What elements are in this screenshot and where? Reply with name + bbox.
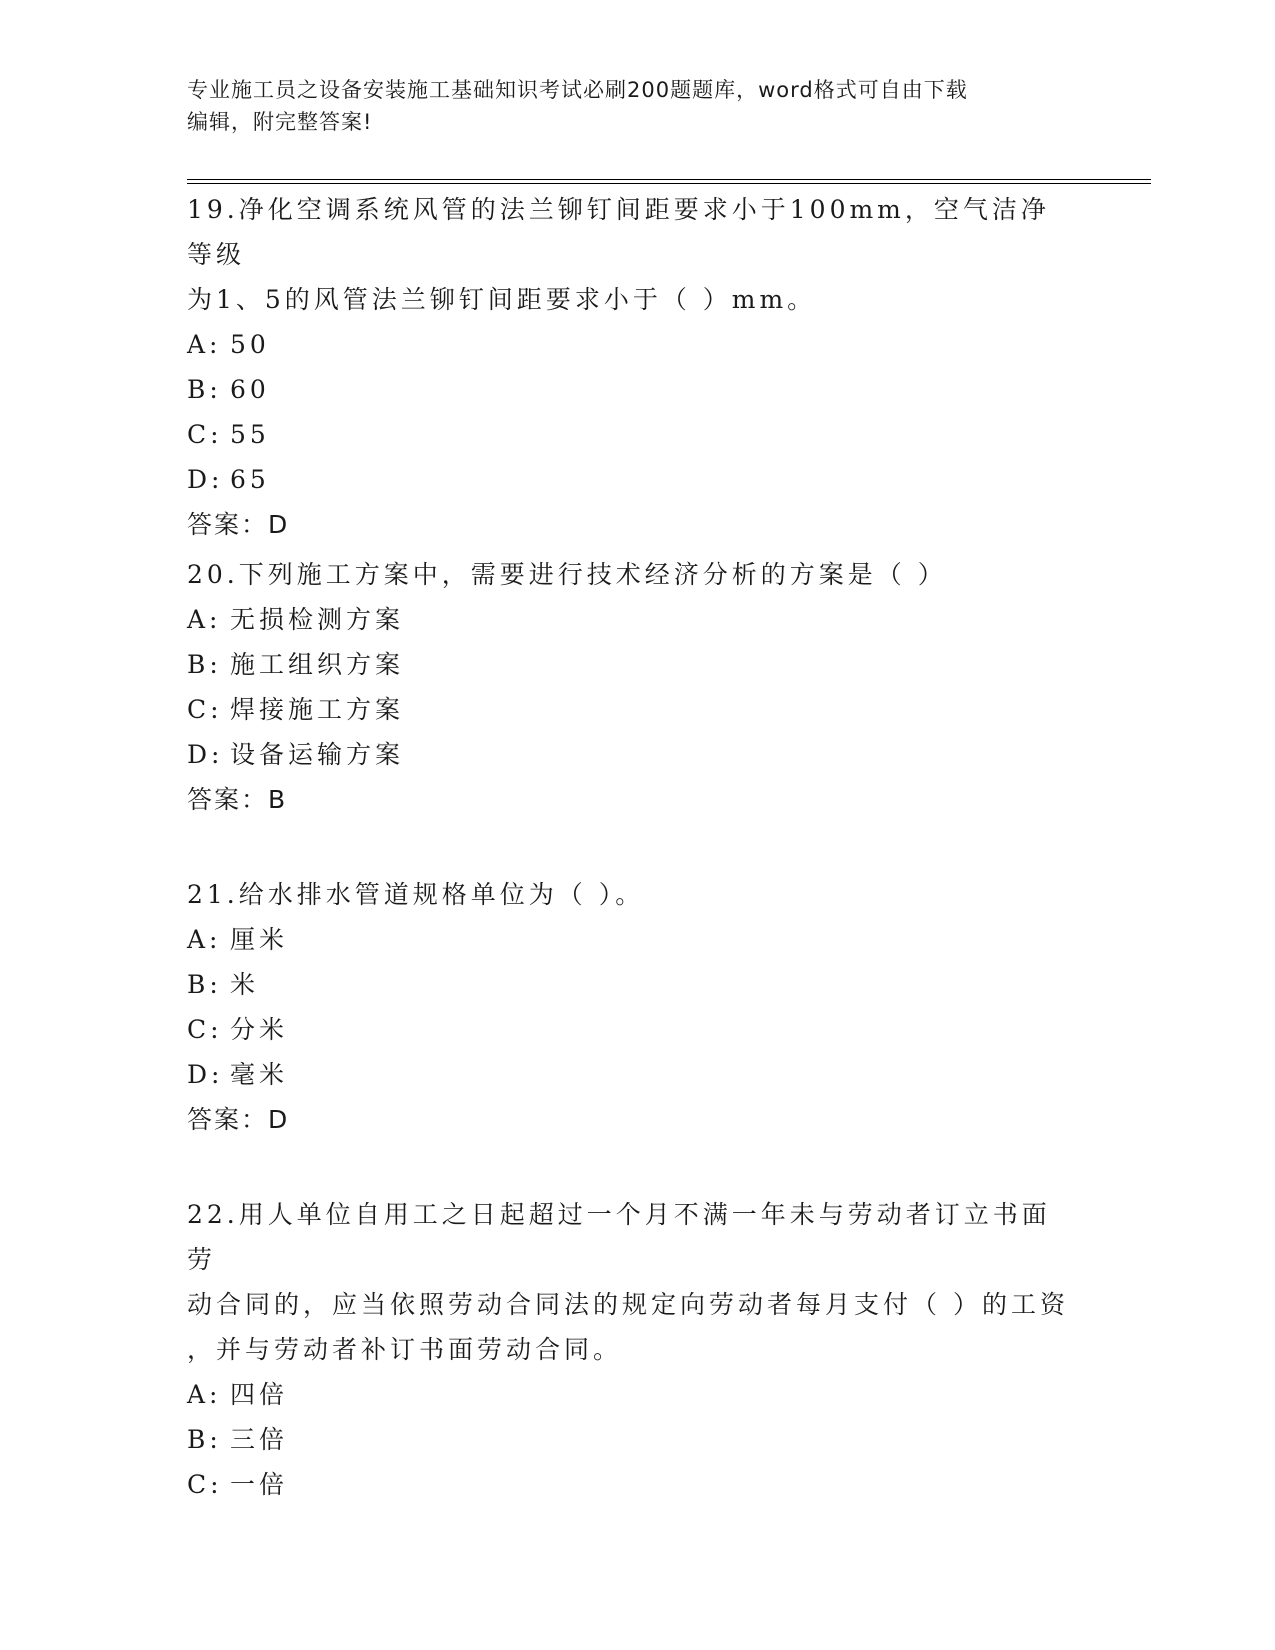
question-stem	[187, 1192, 1077, 1372]
option-text: 分米	[230, 1015, 289, 1044]
option-text: 设备运输方案	[230, 740, 405, 769]
option-a	[187, 597, 1077, 642]
option-text: 焊接施工方案	[230, 695, 405, 724]
option-key: D:	[187, 740, 224, 769]
question-stem-line: 19.净化空调系统风管的法兰铆钉间距要求小于100mm，空气洁净等级	[187, 195, 1050, 269]
option-d	[187, 732, 1077, 777]
question-stem	[187, 872, 1077, 917]
option-c	[187, 1007, 1077, 1052]
question-stem-line: 20.下列施工方案中，需要进行技术经济分析的方案是（ ）	[187, 560, 947, 589]
option-a	[187, 322, 1077, 367]
option-b	[187, 962, 1077, 1007]
option-c	[187, 1462, 1077, 1507]
option-text: 65	[230, 465, 270, 494]
option-key: C:	[187, 1015, 223, 1044]
question-stem-line: 22.用人单位自用工之日起超过一个月不满一年未与劳动者订立书面劳	[187, 1200, 1051, 1274]
option-key: A:	[187, 1380, 222, 1409]
option-b	[187, 1417, 1077, 1462]
option-key: B:	[187, 650, 222, 679]
option-key: B:	[187, 1425, 222, 1454]
option-key: C:	[187, 1470, 223, 1499]
option-text: 厘米	[230, 925, 289, 954]
option-a	[187, 917, 1077, 962]
option-d	[187, 457, 1077, 502]
option-text: 四倍	[230, 1380, 289, 1409]
answer-line: 答案：D	[187, 510, 290, 539]
question-stem	[187, 552, 1077, 597]
option-key: D:	[187, 1060, 224, 1089]
answer-line: 答案：B	[187, 785, 288, 814]
option-text: 60	[230, 375, 270, 404]
header-divider-bottom	[187, 183, 1151, 184]
option-text: 米	[230, 970, 260, 999]
question-stem-line: 动合同的，应当依照劳动合同法的规定向劳动者每月支付（ ）的工资	[187, 1290, 1069, 1319]
option-text: 50	[230, 330, 270, 359]
option-text: 一倍	[230, 1470, 289, 1499]
option-d	[187, 1052, 1077, 1097]
option-key: B:	[187, 375, 222, 404]
option-text: 无损检测方案	[230, 605, 405, 634]
option-key: A:	[187, 605, 222, 634]
option-text: 施工组织方案	[230, 650, 405, 679]
option-c	[187, 412, 1077, 457]
option-a	[187, 1372, 1077, 1417]
option-b	[187, 642, 1077, 687]
option-text: 55	[230, 420, 270, 449]
question-20	[187, 552, 1077, 822]
header-line-1: 专业施工员之设备安装施工基础知识考试必刷200题题库，word格式可自由下载	[187, 78, 968, 102]
answer-line: 答案：D	[187, 1105, 290, 1134]
option-key: C:	[187, 420, 223, 449]
option-c	[187, 687, 1077, 732]
question-22	[187, 1192, 1077, 1507]
option-key: D:	[187, 465, 224, 494]
question-stem-line: 为1、5的风管法兰铆钉间距要求小于（ ）mm。	[187, 285, 817, 314]
option-b	[187, 367, 1077, 412]
option-key: A:	[187, 925, 222, 954]
option-text: 三倍	[230, 1425, 289, 1454]
question-stem	[187, 187, 1077, 322]
header-divider-top	[187, 179, 1151, 180]
document-header	[187, 74, 1067, 138]
option-key: A:	[187, 330, 222, 359]
header-line-2: 编辑，附完整答案!	[187, 110, 373, 134]
option-text: 毫米	[230, 1060, 289, 1089]
question-stem-line: 21.给水排水管道规格单位为（ ）。	[187, 880, 645, 909]
question-stem-line: ，并与劳动者补订书面劳动合同。	[187, 1335, 623, 1364]
option-key: C:	[187, 695, 223, 724]
question-19	[187, 187, 1077, 547]
option-key: B:	[187, 970, 222, 999]
question-21	[187, 872, 1077, 1142]
